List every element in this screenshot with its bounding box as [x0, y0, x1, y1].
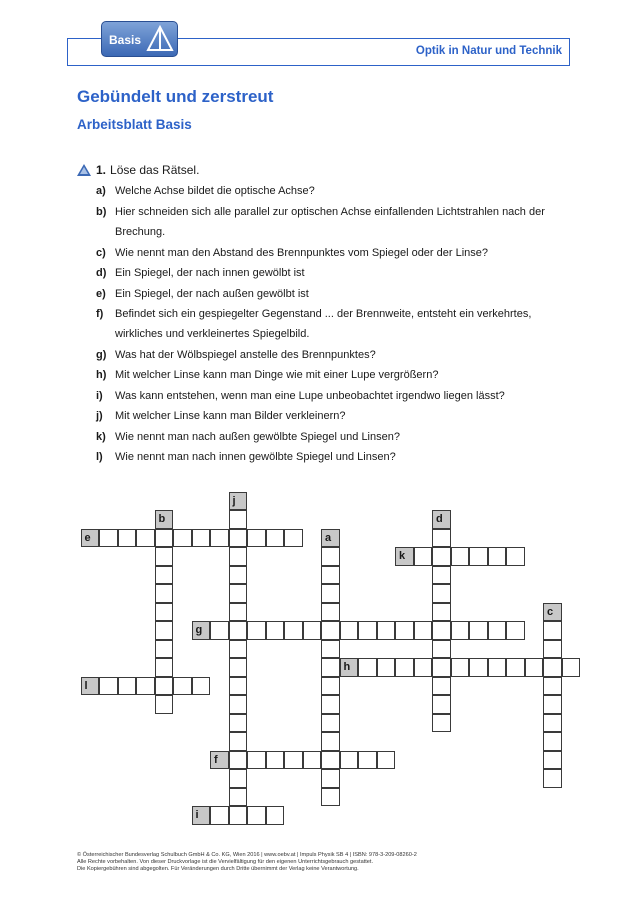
clue-label-h-across: h — [340, 658, 359, 677]
crossword-cell[interactable] — [284, 529, 303, 548]
subject-title: Optik in Natur und Technik — [415, 45, 562, 57]
crossword-cell[interactable] — [229, 769, 248, 788]
crossword-cell[interactable] — [155, 695, 174, 714]
crossword-cell[interactable] — [321, 547, 340, 566]
question-letter: i) — [96, 390, 103, 402]
crossword-cell[interactable] — [321, 621, 340, 640]
crossword-cell[interactable] — [155, 566, 174, 585]
crossword-cell[interactable] — [543, 695, 562, 714]
clue-label-b-down: b — [155, 510, 174, 529]
question-letter: j) — [96, 410, 103, 422]
question-text: Hier schneiden sich alle parallel zur optischen Achse einfallenden Lichtstrahlen nach der Brechung. — [115, 206, 545, 238]
crossword-cell[interactable] — [543, 751, 562, 770]
crossword-cell[interactable] — [229, 529, 248, 548]
page-subtitle: Arbeitsblatt Basis — [77, 117, 192, 132]
crossword-cell[interactable] — [414, 658, 433, 677]
crossword-cell[interactable] — [229, 621, 248, 640]
crossword-cell[interactable] — [321, 769, 340, 788]
crossword-cell[interactable] — [432, 547, 451, 566]
question-letter: h) — [96, 369, 107, 381]
crossword-cell[interactable] — [321, 640, 340, 659]
crossword-cell[interactable] — [247, 806, 266, 825]
crossword-cell[interactable] — [229, 677, 248, 696]
question-text: Was hat der Wölbspiegel anstelle des Brennpunktes? — [115, 349, 376, 361]
question-letter: g) — [96, 349, 107, 361]
crossword-cell[interactable] — [229, 603, 248, 622]
crossword-cell[interactable] — [321, 714, 340, 733]
crossword-cell[interactable] — [321, 732, 340, 751]
clue-label-l-across: l — [81, 677, 100, 696]
crossword-cell[interactable] — [469, 621, 488, 640]
question-text: Mit welcher Linse kann man Dinge wie mit einer Lupe vergrößern? — [115, 369, 439, 381]
clue-label-f-across: f — [210, 751, 229, 770]
question-text: Wie nennt man den Abstand des Brennpunktes vom Spiegel oder der Linse? — [115, 247, 489, 259]
task-text: Löse das Rätsel. — [110, 163, 200, 177]
crossword-cell[interactable] — [136, 677, 155, 696]
crossword-cell[interactable] — [451, 658, 470, 677]
crossword-cell[interactable] — [543, 640, 562, 659]
footer — [77, 852, 557, 873]
clue-label-j-down: j — [229, 492, 248, 511]
crossword-cell[interactable] — [469, 658, 488, 677]
crossword-cell[interactable] — [432, 714, 451, 733]
crossword-cell[interactable] — [229, 510, 248, 529]
question-text: Ein Spiegel, der nach innen gewölbt ist — [115, 267, 305, 279]
crossword-cell[interactable] — [303, 751, 322, 770]
crossword-cell[interactable] — [266, 529, 285, 548]
crossword-cell[interactable] — [395, 621, 414, 640]
crossword-cell[interactable] — [414, 621, 433, 640]
crossword-cell[interactable] — [562, 658, 581, 677]
crossword-cell[interactable] — [303, 621, 322, 640]
crossword-cell[interactable] — [118, 529, 137, 548]
crossword-cell[interactable] — [99, 677, 118, 696]
crossword-cell[interactable] — [266, 621, 285, 640]
clue-label-a-down: a — [321, 529, 340, 548]
crossword-cell[interactable] — [155, 584, 174, 603]
crossword-cell[interactable] — [173, 529, 192, 548]
question-text: Was kann entstehen, wenn man eine Lupe unbeobachtet irgendwo liegen lässt? — [115, 390, 505, 402]
crossword-cell[interactable] — [229, 695, 248, 714]
crossword-cell[interactable] — [321, 677, 340, 696]
crossword-cell[interactable] — [192, 529, 211, 548]
crossword-cell[interactable] — [229, 658, 248, 677]
question-letter: d) — [96, 267, 107, 279]
crossword-cell[interactable] — [525, 658, 544, 677]
crossword-cell[interactable] — [210, 529, 229, 548]
crossword-cell[interactable] — [321, 695, 340, 714]
crossword-cell[interactable] — [340, 751, 359, 770]
question-letter: b) — [96, 206, 107, 218]
question-text: Befindet sich ein gespiegelter Gegenstand ... der Brennweite, entsteht ein verkehrtes, wirkliches und verkleinertes Spiegelbild. — [115, 308, 532, 340]
clue-label-c-down: c — [543, 603, 562, 622]
question-letter: e) — [96, 288, 106, 300]
crossword-cell[interactable] — [543, 732, 562, 751]
crossword-cell[interactable] — [155, 603, 174, 622]
crossword-cell[interactable] — [247, 751, 266, 770]
crossword-cell[interactable] — [173, 677, 192, 696]
question-text: Wie nennt man nach außen gewölbte Spiegel und Linsen? — [115, 431, 400, 443]
crossword-cell[interactable] — [358, 621, 377, 640]
crossword-cell[interactable] — [358, 751, 377, 770]
crossword-cell[interactable] — [118, 677, 137, 696]
crossword-cell[interactable] — [266, 806, 285, 825]
crossword-cell[interactable] — [229, 566, 248, 585]
crossword-cell[interactable] — [432, 529, 451, 548]
page-title: Gebündelt und zerstreut — [77, 87, 274, 106]
question-letter: a) — [96, 185, 106, 197]
crossword-cell[interactable] — [136, 529, 155, 548]
crossword-cell[interactable] — [229, 547, 248, 566]
crossword-cell[interactable] — [451, 547, 470, 566]
crossword-cell[interactable] — [451, 621, 470, 640]
question-letter: c) — [96, 247, 106, 259]
crossword-cell[interactable] — [266, 751, 285, 770]
crossword-cell[interactable] — [321, 584, 340, 603]
crossword-cell[interactable] — [229, 751, 248, 770]
crossword-cell[interactable] — [432, 658, 451, 677]
crossword-cell[interactable] — [321, 603, 340, 622]
crossword-cell[interactable] — [377, 621, 396, 640]
crossword-cell[interactable] — [340, 621, 359, 640]
crossword-cell[interactable] — [229, 788, 248, 807]
crossword-cell[interactable] — [321, 566, 340, 585]
crossword-cell[interactable] — [543, 658, 562, 677]
crossword-cell[interactable] — [543, 677, 562, 696]
crossword-cell[interactable] — [229, 732, 248, 751]
crossword-cell[interactable] — [247, 529, 266, 548]
crossword-cell[interactable] — [229, 584, 248, 603]
crossword-cell[interactable] — [229, 640, 248, 659]
question-text: Welche Achse bildet die optische Achse? — [115, 185, 315, 197]
crossword-cell[interactable] — [155, 677, 174, 696]
crossword-cell[interactable] — [155, 640, 174, 659]
crossword-cell[interactable] — [155, 621, 174, 640]
crossword-cell[interactable] — [377, 751, 396, 770]
crossword-cell[interactable] — [432, 584, 451, 603]
crossword-cell[interactable] — [155, 529, 174, 548]
crossword-cell[interactable] — [543, 714, 562, 733]
crossword-cell[interactable] — [229, 714, 248, 733]
question-text: Mit welcher Linse kann man Bilder verkleinern? — [115, 410, 346, 422]
crossword-cell[interactable] — [210, 806, 229, 825]
crossword-cell[interactable] — [321, 658, 340, 677]
crossword-cell[interactable] — [506, 658, 525, 677]
clue-label-i-across: i — [192, 806, 211, 825]
crossword-cell[interactable] — [488, 658, 507, 677]
crossword-cell[interactable] — [284, 751, 303, 770]
rights-line: Alle Rechte vorbehalten. Von dieser Druckvorlage ist die Vervielfältigung für den eigenen Unterrichtsgebrauch gestattet. — [77, 859, 374, 865]
question-letter: f) — [96, 308, 104, 320]
task-number: 1. — [96, 163, 107, 177]
question-letter: k) — [96, 431, 106, 443]
crossword-cell[interactable] — [321, 788, 340, 807]
crossword-cell[interactable] — [432, 603, 451, 622]
crossword-cell[interactable] — [247, 621, 266, 640]
crossword-cell[interactable] — [192, 677, 211, 696]
crossword-cell[interactable] — [155, 658, 174, 677]
crossword-cell[interactable] — [488, 547, 507, 566]
crossword-cell[interactable] — [210, 621, 229, 640]
crossword-cell[interactable] — [543, 621, 562, 640]
crossword-cell[interactable] — [321, 751, 340, 770]
crossword-cell[interactable] — [506, 621, 525, 640]
clue-label-d-down: d — [432, 510, 451, 529]
crossword-cell[interactable] — [506, 547, 525, 566]
clue-label-k-across: k — [395, 547, 414, 566]
crossword-cell[interactable] — [284, 621, 303, 640]
crossword-cell[interactable] — [432, 621, 451, 640]
question-letter: l) — [96, 451, 103, 463]
clue-label-g-across: g — [192, 621, 211, 640]
logo-text: Basis — [109, 33, 142, 47]
question-text: Wie nennt man nach innen gewölbte Spiegel und Linsen? — [115, 451, 396, 463]
clue-label-e-across: e — [81, 529, 100, 548]
crossword-cell[interactable] — [358, 658, 377, 677]
crossword-cell[interactable] — [432, 695, 451, 714]
crossword-cell[interactable] — [377, 658, 396, 677]
crossword-cell[interactable] — [155, 547, 174, 566]
crossword-cell[interactable] — [543, 769, 562, 788]
crossword-cell[interactable] — [432, 566, 451, 585]
crossword-cell[interactable] — [432, 677, 451, 696]
crossword-cell[interactable] — [432, 640, 451, 659]
crossword-cell[interactable] — [229, 806, 248, 825]
copyright-line: © Österreichischer Bundesverlag Schulbuch GmbH & Co. KG, Wien 2016 | www.oebv.at | Impuls Physik SB 4 | ISBN: 978-3-209-08260-2 — [77, 852, 417, 858]
crossword-cell[interactable] — [99, 529, 118, 548]
question-text: Ein Spiegel, der nach außen gewölbt ist — [115, 288, 309, 300]
copy-fees-line: Die Kopiergebühren sind abgegolten. Für Veränderungen durch Dritte übernimmt der Verlag keine Verantwortung. — [77, 866, 359, 872]
crossword-cell[interactable] — [395, 658, 414, 677]
crossword-cell[interactable] — [414, 547, 433, 566]
crossword-cell[interactable] — [469, 547, 488, 566]
crossword-cell[interactable] — [488, 621, 507, 640]
